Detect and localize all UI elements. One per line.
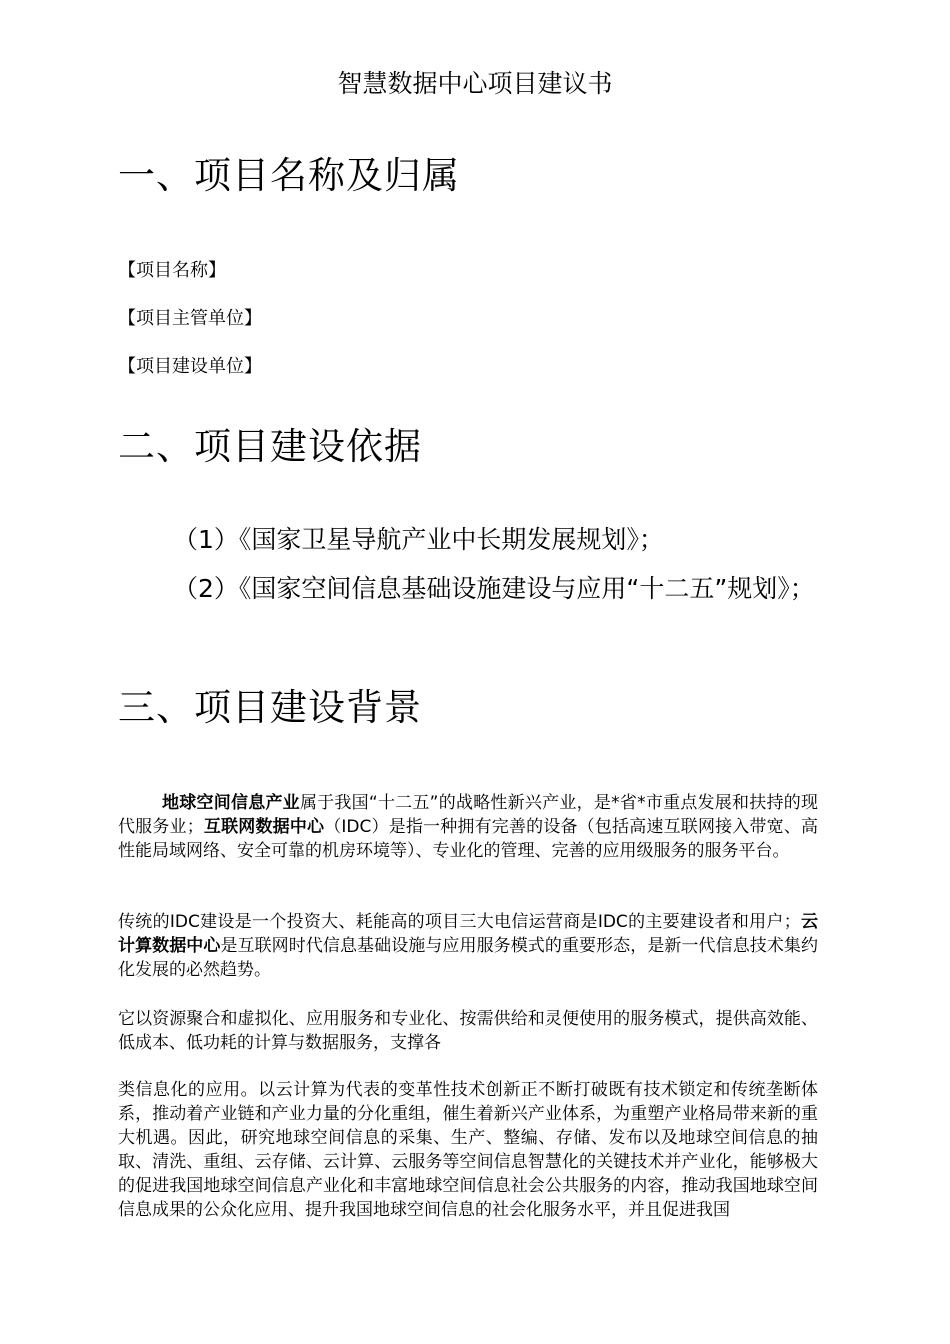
document-title: 智慧数据中心项目建议书: [337, 69, 613, 98]
basis-list: [118, 522, 818, 606]
paragraph-text: （IDC）是指一种拥有完善的设备（包括高速互联网接入带宽、高性能局域网络、安全可靠的机房环境等）、专业化的管理、完善的应用级服务的服务平台。: [118, 817, 819, 861]
background-paragraph-1: [118, 791, 818, 863]
paragraph-text: 是互联网时代信息基础设施与应用服务模式的重要形态，是新一代信息技术集约化发展的必然趋势。: [118, 936, 819, 980]
basis-item-2: （2）《国家空间信息基础设施建设与应用“十二五”规划》；: [173, 574, 815, 603]
section-heading-2: 二、项目建设依据: [118, 425, 422, 468]
background-paragraph-3: 它以资源聚合和虚拟化、应用服务和专业化、按需供给和灵便使用的服务模式，提供高效能、低成本、低功耗的计算与数据服务，支撑各: [118, 1009, 818, 1053]
basis-item-1: （1）《国家卫星导航产业中长期发展规划》；: [173, 525, 664, 554]
background-paragraph-2: [118, 910, 818, 982]
bold-term: 云计算数据中心: [118, 912, 818, 956]
field-project-name: 【项目名称】: [118, 260, 226, 281]
bold-term: 互联网数据中心: [203, 817, 325, 837]
field-construction-unit: 【项目建设单位】: [118, 356, 262, 377]
section-heading-3: 三、项目建设背景: [118, 686, 422, 729]
section-heading-1: 一、项目名称及归属: [118, 154, 460, 197]
paragraph-text: 传统的IDC建设是一个投资大、耗能高的项目三大电信运营商是IDC的主要建设者和用户；: [118, 912, 801, 932]
paragraph-text: 属于我国“十二五”的战略性新兴产业，是*省*市重点发展和扶持的现代服务业；: [118, 793, 819, 837]
field-supervising-unit: 【项目主管单位】: [118, 308, 262, 329]
background-paragraph-4: 类信息化的应用。以云计算为代表的变革性技术创新正不断打破既有技术锁定和传统垄断体系，推动着产业链和产业力量的分化重组，催生着新兴产业体系，为重塑产业格局带来新的重大机遇。因此，研究地球空间信息的采集、生产、整编、存储、发布以及地球空间信息的抽取、清洗、重组、云存储、云计算、云服务等空间信息智慧化的关键技术并产业化，能够极大的促进我国地球空间信息产业化和丰富地球空间信息社会公共服务的内容，推动我国地球空间信息成果的公众化应用、提升我国地球空间信息的社会化服务水平，并且促进我国: [118, 1080, 818, 1220]
bold-term: 地球空间信息产业: [162, 793, 300, 813]
